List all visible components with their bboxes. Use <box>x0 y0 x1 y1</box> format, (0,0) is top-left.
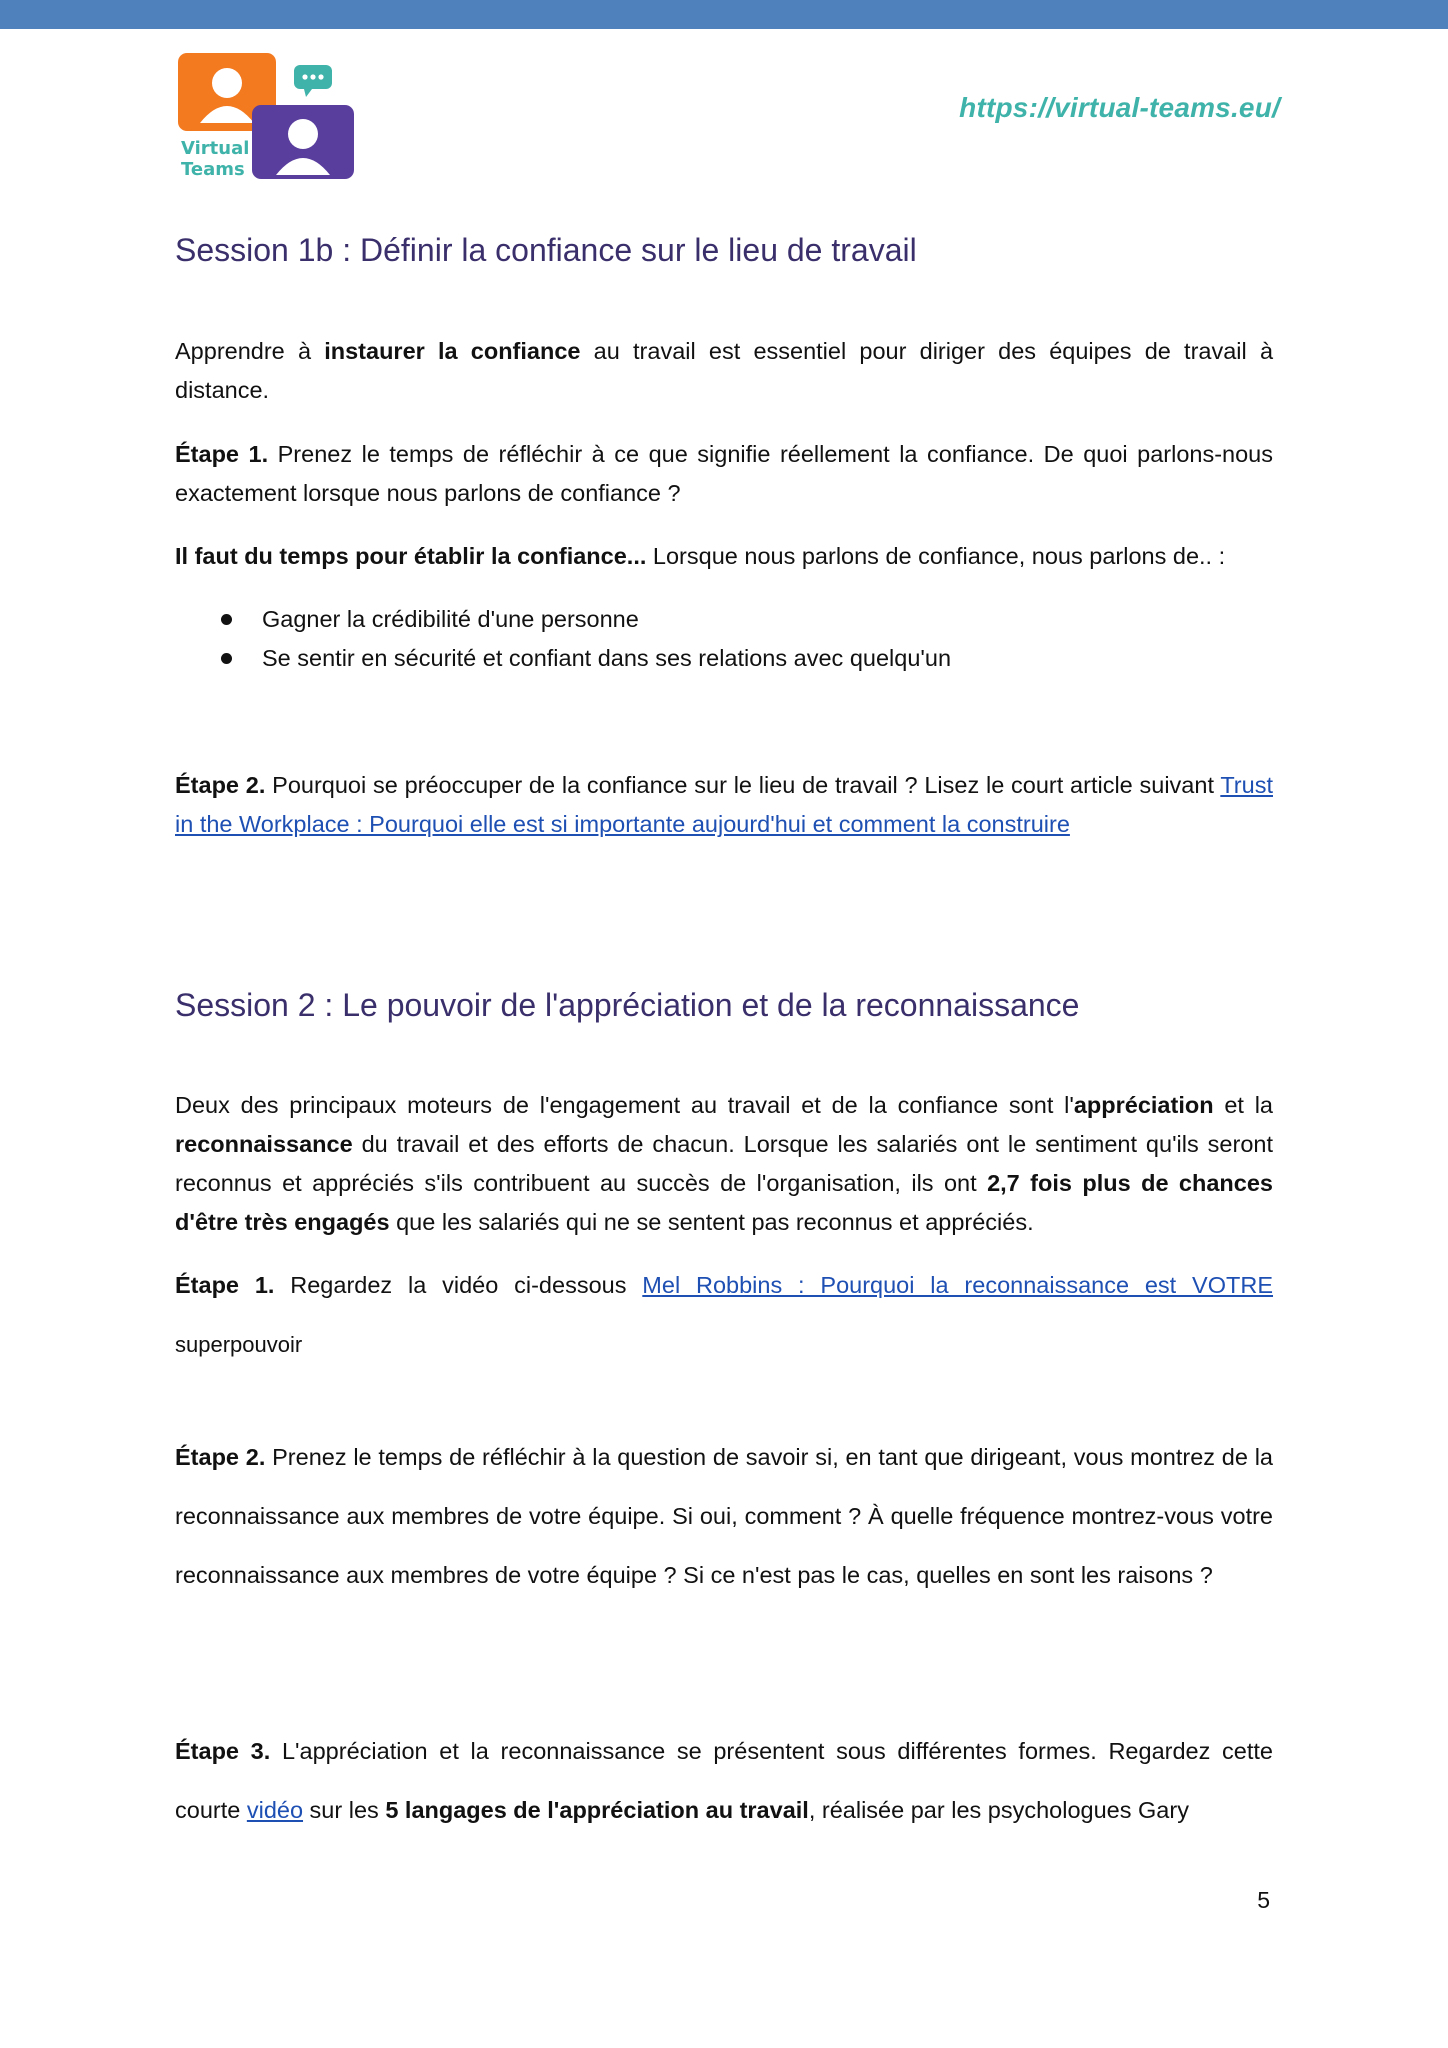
logo-text-virtual: Virtual <box>181 138 250 159</box>
mel-robbins-video-link[interactable]: Mel Robbins : Pourquoi la reconnaissance est VOTRE <box>642 1272 1274 1298</box>
virtual-teams-logo <box>178 53 354 179</box>
appreciation-languages-video-link[interactable]: vidéo <box>246 1797 304 1823</box>
section-2-step-1-tail: superpouvoir <box>175 1332 303 1357</box>
section-1b-step-1: Étape 1. Prenez le temps de réfléchir à ce que signifie réellement la confiance. De quoi parlons-nous exactement lorsque nous parlons de confiance ? <box>175 441 1273 506</box>
page-number: 5 <box>1257 1887 1270 1913</box>
bullet-icon <box>221 614 232 625</box>
section-2-step-1: Étape 1. Regardez la vidéo ci-dessous Mel Robbins : Pourquoi la reconnaissance est VOTRE <box>175 1272 1274 1298</box>
section-2-step-3: Étape 3. L'appréciation et la reconnaissance se présentent sous différentes formes. Regardez cette courte vidéo sur les 5 langages de l'appréciation au travail, réalisée par les psychologues Gary <box>175 1738 1273 1823</box>
section-1b-trust-statement: Il faut du temps pour établir la confiance... Lorsque nous parlons de confiance, nous parlons de.. : <box>175 543 1226 569</box>
section-1b-intro: Apprendre à instaurer la confiance au travail est essentiel pour diriger des équipes de travail à distance. <box>175 338 1274 403</box>
top-color-bar <box>0 0 1448 29</box>
trust-workplace-article-link[interactable]: Trust in the Workplace : Pourquoi elle est si importante aujourd'hui et comment la construire <box>175 772 1273 837</box>
bullet-icon <box>221 653 232 664</box>
section-2-title: Session 2 : Le pouvoir de l'appréciation et de la reconnaissance <box>175 987 1080 1023</box>
section-1b-bullet-list <box>175 600 1273 678</box>
header-url[interactable]: https://virtual-teams.eu/ <box>959 92 1280 123</box>
logo-text-teams: Teams <box>181 159 245 179</box>
section-2-step-2: Étape 2. Prenez le temps de réfléchir à la question de savoir si, en tant que dirigeant, vous montrez de la reconnaissance aux membres de votre équipe. Si oui, comment ? À quelle fréquence montrez-vous votre reconnaissance aux membres de votre équipe ? Si ce n'est pas le cas, quelles en sont les raisons ? <box>175 1444 1273 1588</box>
list-item: Gagner la crédibilité d'une personne <box>175 600 1273 639</box>
section-2-intro: Deux des principaux moteurs de l'engagement au travail et de la confiance sont l'appréciation et la reconnaissance du travail et des efforts de chacun. Lorsque les salariés ont le sentiment qu'ils seront reconnus et appréciés s'ils contribuent au succès de l'organisation, ils ont 2,7 fois plus de chances d'être très engagés que les salariés qui ne se sentent pas reconnus et appréciés. <box>175 1092 1274 1235</box>
section-1b-title: Session 1b : Définir la confiance sur le lieu de travail <box>175 232 917 268</box>
list-item: Se sentir en sécurité et confiant dans ses relations avec quelqu'un <box>175 639 1273 678</box>
section-1b-step-2: Étape 2. Pourquoi se préoccuper de la confiance sur le lieu de travail ? Lisez le court article suivant Trust in the Workplace : Pourquoi elle est si importante aujourd'hui et comment la construire <box>175 772 1273 837</box>
